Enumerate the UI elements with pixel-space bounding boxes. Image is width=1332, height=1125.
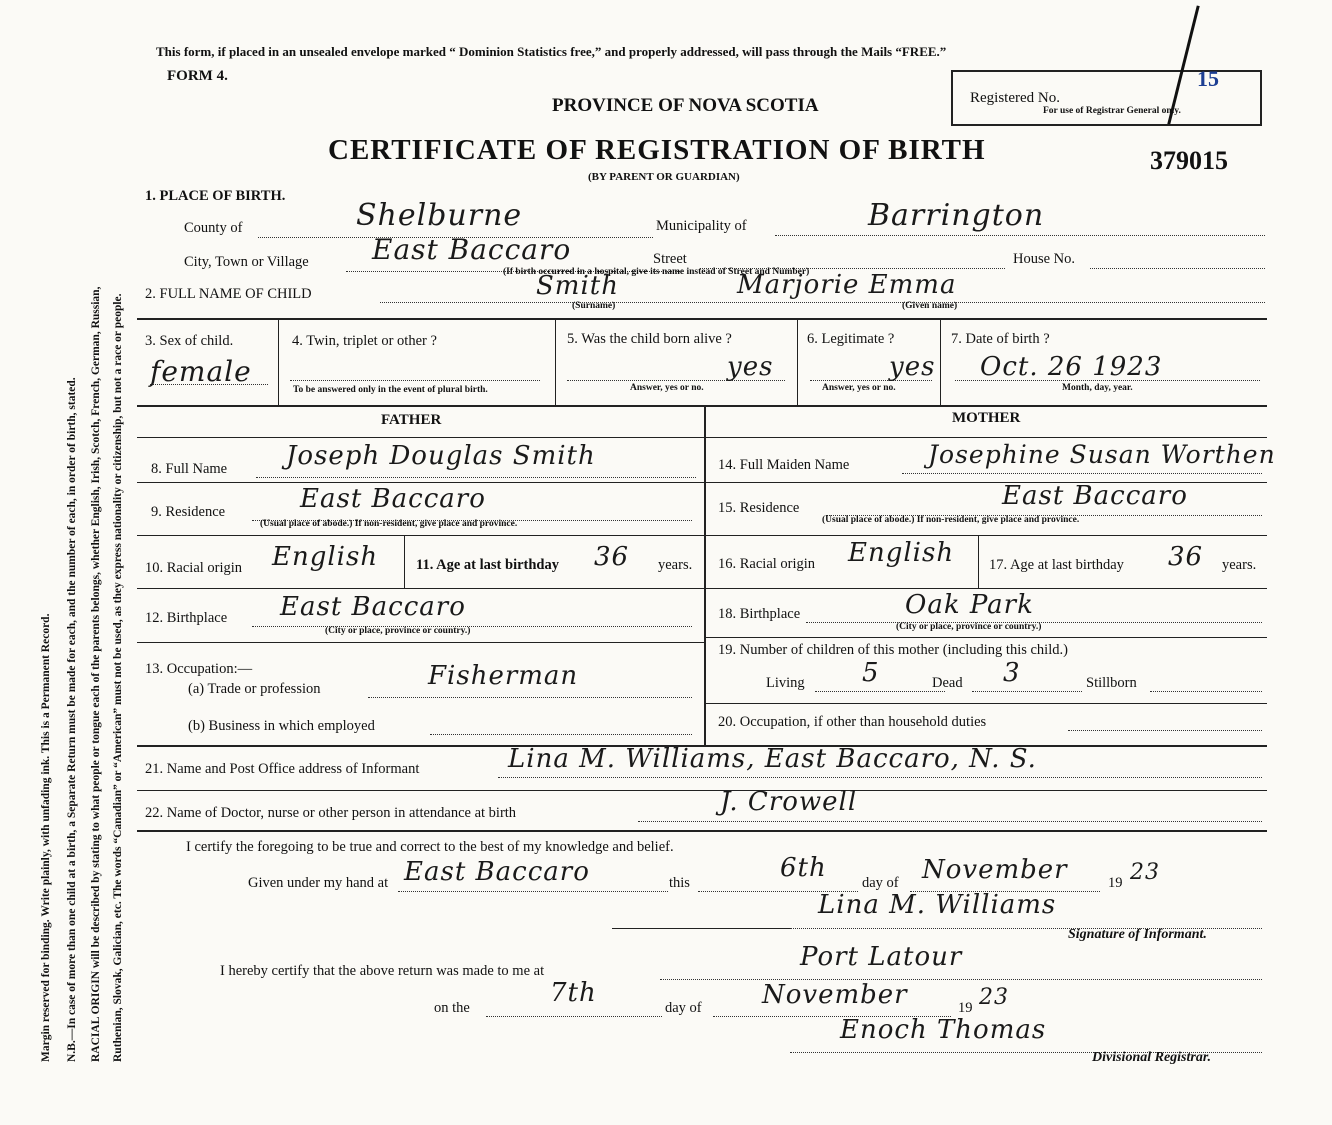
margin-note-4: Ruthenian, Slovak, Galician, etc. The words “Canadian” or “American” must not be used, as they express nationality or citizenship, but not a race or people. xyxy=(112,293,124,1062)
mother-heading: MOTHER xyxy=(952,410,1021,426)
registered-box xyxy=(951,66,1262,126)
father-residence: East Baccaro xyxy=(300,484,486,514)
county-label: County of xyxy=(184,220,243,236)
father-residence-note: (Usual place of abode.) If non-resident, give place and province. xyxy=(260,519,518,529)
alive-note: Answer, yes or no. xyxy=(630,383,704,393)
stillborn-label: Stillborn xyxy=(1086,675,1137,691)
mother-name-label: 14. Full Maiden Name xyxy=(718,457,850,473)
mother-occupation-label: 20. Occupation, if other than household duties xyxy=(718,714,987,730)
given-place: East Baccaro xyxy=(404,857,590,887)
sex-label: 3. Sex of child. xyxy=(145,333,234,349)
twin-label: 4. Twin, triplet or other ? xyxy=(292,333,437,349)
surname-caption: (Surname) xyxy=(572,301,616,311)
father-birthplace-label: 12. Birthplace xyxy=(145,610,228,626)
margin-note-1: Margin reserved for binding. Write plainly, with unfading ink. This is a Permanent Record. xyxy=(40,613,52,1062)
mail-notice: This form, if placed in an unsealed envelope marked “ Dominion Statistics free,” and properly addressed, will pass through the Mails “FREE.” xyxy=(156,44,947,59)
father-age-label: 11. Age at last birthday xyxy=(416,557,559,573)
father-residence-label: 9. Residence xyxy=(151,504,226,520)
doctor-label: 22. Name of Doctor, nurse or other person in attendance at birth xyxy=(145,805,517,821)
city-label: City, Town or Village xyxy=(184,254,309,270)
margin-note-2: N.B.—In case of more than one child at a birth, a Separate Return must be made for each, and the number of each, in order of birth, stated. xyxy=(66,377,78,1062)
mother-age: 36 xyxy=(1168,542,1204,572)
informant-label: 21. Name and Post Office address of Informant xyxy=(145,761,420,777)
father-name: Joseph Douglas Smith xyxy=(286,441,596,471)
father-trade-label: (a) Trade or profession xyxy=(188,681,321,697)
mother-children-label: 19. Number of children of this mother (including this child.) xyxy=(718,642,1068,658)
mother-residence-label: 15. Residence xyxy=(718,500,800,516)
given-label: Given under my hand at xyxy=(248,875,389,891)
father-occupation-label: 13. Occupation:— xyxy=(145,661,253,677)
father-trade: Fisherman xyxy=(428,661,579,691)
registered-note: For use of Registrar General only. xyxy=(1043,106,1181,116)
living-label: Living xyxy=(766,675,805,691)
father-business-label: (b) Business in which employed xyxy=(188,718,375,734)
received-year-prefix: 19 xyxy=(958,1000,973,1016)
this-label: this xyxy=(669,875,690,891)
living-value: 5 xyxy=(862,658,880,688)
father-racial: English xyxy=(272,542,379,572)
dead-value: 3 xyxy=(1003,658,1021,688)
certificate-number: 379015 xyxy=(1150,146,1228,175)
father-name-label: 8. Full Name xyxy=(151,461,228,477)
father-age: 36 xyxy=(594,542,630,572)
mother-racial-label: 16. Racial origin xyxy=(718,556,816,572)
day-value: 6th xyxy=(780,853,827,883)
mother-years-label: years. xyxy=(1222,557,1257,573)
page-title: CERTIFICATE OF REGISTRATION OF BIRTH xyxy=(328,134,986,166)
signature-caption: Signature of Informant. xyxy=(1068,927,1207,942)
county-value: Shelburne xyxy=(356,198,523,233)
page-subtitle: (BY PARENT OR GUARDIAN) xyxy=(588,171,740,183)
dead-label: Dead xyxy=(932,675,963,691)
alive-value: yes xyxy=(727,352,774,382)
received-place: Port Latour xyxy=(800,942,963,972)
month-value: November xyxy=(922,855,1068,885)
legit-note: Answer, yes or no. xyxy=(822,383,896,393)
margin-note-3: RACIAL ORIGIN will be described by stating to what people or tongue each of the parents belongs, whether English, Irish, Scotch, French, German, Russian, xyxy=(90,286,102,1062)
day-of-label: day of xyxy=(862,875,899,891)
informant-value: Lina M. Williams, East Baccaro, N. S. xyxy=(508,744,1037,774)
year-prefix: 19 xyxy=(1108,875,1123,891)
mother-birthplace-label: 18. Birthplace xyxy=(718,606,801,622)
received-day: 7th xyxy=(550,978,597,1008)
received-text: I hereby certify that the above return was made to me at xyxy=(220,963,545,979)
father-racial-label: 10. Racial origin xyxy=(145,560,243,576)
father-birthplace-note: (City or place, province or country.) xyxy=(325,626,471,636)
hospital-note: (If birth occurred in a hospital, give its name instead of Street and Number) xyxy=(503,267,810,277)
child-name-label: 2. FULL NAME OF CHILD xyxy=(145,286,312,302)
mother-residence-note: (Usual place of abode.) If non-resident, give place and province. xyxy=(822,515,1080,525)
mother-age-label: 17. Age at last birthday xyxy=(989,557,1124,573)
father-birthplace: East Baccaro xyxy=(280,592,466,622)
municipality-value: Barrington xyxy=(868,198,1045,233)
on-the-label: on the xyxy=(434,1000,470,1016)
mother-birthplace-note: (City or place, province or country.) xyxy=(896,622,1042,632)
legit-label: 6. Legitimate ? xyxy=(807,331,895,347)
legit-value: yes xyxy=(889,352,936,382)
certify-text: I certify the foregoing to be true and correct to the best of my knowledge and belief. xyxy=(186,839,674,855)
municipality-label: Municipality of xyxy=(656,218,747,234)
mother-racial: English xyxy=(848,538,955,568)
received-month: November xyxy=(762,980,908,1010)
received-year: 23 xyxy=(979,985,1009,1010)
registrar-caption: Divisional Registrar. xyxy=(1092,1050,1212,1065)
registrar-signature: Enoch Thomas xyxy=(840,1015,1047,1045)
dob-label: 7. Date of birth ? xyxy=(951,331,1050,347)
province-title: PROVINCE OF NOVA SCOTIA xyxy=(552,95,819,116)
sex-value: female xyxy=(150,355,252,388)
city-value: East Baccaro xyxy=(372,233,572,266)
mother-birthplace: Oak Park xyxy=(905,590,1034,620)
street-label: Street xyxy=(653,251,687,267)
received-day-of-label: day of xyxy=(665,1000,702,1016)
child-given-name: Marjorie Emma xyxy=(737,270,957,300)
year-value: 23 xyxy=(1130,860,1160,885)
father-years-label: years. xyxy=(658,557,693,573)
alive-label: 5. Was the child born alive ? xyxy=(567,331,732,347)
mother-residence: East Baccaro xyxy=(1002,481,1188,511)
registered-label: Registered No. xyxy=(970,90,1060,106)
mother-name: Josephine Susan Worthen xyxy=(928,440,1276,469)
form-number: FORM 4. xyxy=(167,68,228,84)
twin-note: To be answered only in the event of plural birth. xyxy=(293,385,488,395)
child-surname: Smith xyxy=(536,271,619,301)
house-label: House No. xyxy=(1013,251,1076,267)
dob-value: Oct. 26 1923 xyxy=(980,352,1163,382)
registered-value: 15 xyxy=(1197,66,1219,91)
father-heading: FATHER xyxy=(381,412,442,428)
informant-signature: Lina M. Williams xyxy=(818,890,1057,920)
doctor-value: J. Crowell xyxy=(720,787,858,817)
given-caption: (Given name) xyxy=(902,301,958,311)
place-heading: 1. PLACE OF BIRTH. xyxy=(145,188,286,204)
dob-note: Month, day, year. xyxy=(1062,383,1133,393)
